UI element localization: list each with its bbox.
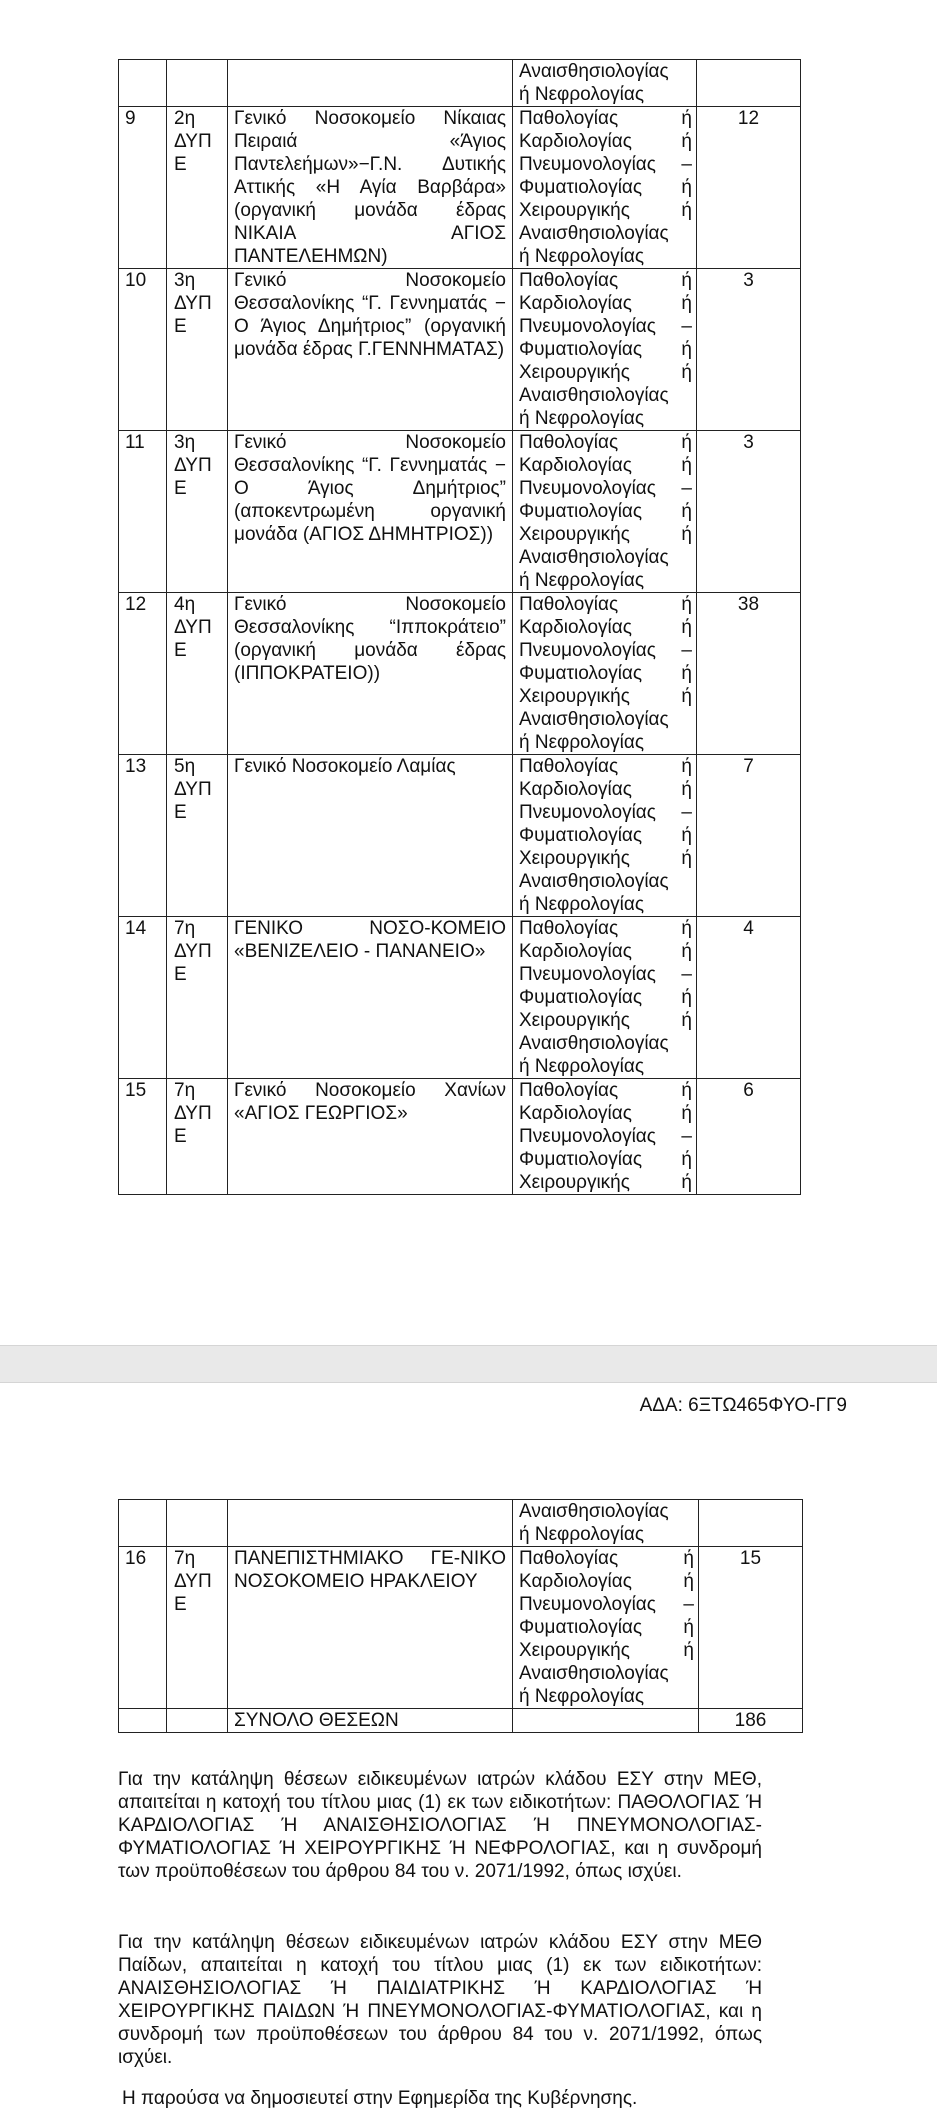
specialty-separator: ή (681, 686, 692, 707)
cell-empty (119, 1500, 167, 1547)
hospital-name: Γενικό Νοσοκομείο Λαμίας (228, 755, 513, 917)
specialty-name: Φυματιολογίας (519, 501, 643, 522)
row-number: 11 (119, 431, 167, 593)
specialty-separator: ή (681, 756, 692, 777)
specialties-cell (513, 1547, 699, 1709)
specialty-separator: – (681, 1126, 692, 1147)
positions-table-part-2 (118, 1499, 803, 1733)
row-number: 14 (119, 917, 167, 1079)
specialty-name: Φυματιολογίας (519, 987, 643, 1008)
table-row (119, 917, 801, 1079)
specialty-line (519, 731, 692, 754)
specialty-separator: ή (681, 432, 692, 453)
specialties-cell (513, 269, 697, 431)
specialty-line (519, 917, 692, 940)
specialty-line: Αναισθησιολογίας (519, 61, 669, 82)
positions-count: 6 (697, 1079, 801, 1195)
health-region-line: ΔΥΠ (174, 941, 212, 962)
health-region-line: 2η (174, 108, 196, 129)
health-region-line: 7η (174, 918, 196, 939)
specialty-line (519, 407, 692, 430)
table-row (119, 593, 801, 755)
specialty-separator: ή (681, 1010, 692, 1031)
total-row (119, 1709, 803, 1733)
specialty-separator: ή (681, 1080, 692, 1101)
specialty-line (519, 361, 692, 384)
specialty-line (519, 1685, 694, 1708)
specialty-name: Χειρουργικής (519, 1172, 630, 1193)
health-region-cell (167, 107, 228, 269)
specialty-line (519, 893, 692, 916)
specialties-cell (513, 431, 697, 593)
specialty-name: Καρδιολογίας (519, 1103, 632, 1124)
specialty-separator: ή (681, 455, 692, 476)
specialty-line (519, 685, 692, 708)
specialty-name: Χειρουργικής (519, 848, 630, 869)
cell-empty (119, 1709, 167, 1733)
specialty-separator: ή (681, 200, 692, 221)
table-row (119, 107, 801, 269)
specialty-name: Φυματιολογίας (519, 1617, 643, 1638)
specialty-name: Φυματιολογίας (519, 825, 643, 846)
specialty-separator: ή (681, 987, 692, 1008)
cell-empty (699, 1500, 803, 1547)
specialty-line (519, 755, 692, 778)
specialty-line (519, 639, 692, 662)
specialty-name: Παθολογίας (519, 1548, 619, 1569)
specialty-name: Φυματιολογίας (519, 663, 643, 684)
hospital-name: Γενικό Νοσοκομείο Χανίων «ΑΓΙΟΣ ΓΕΩΡΓΙΟΣ» (228, 1079, 513, 1195)
specialty-line (519, 708, 692, 731)
specialty-name: Φυματιολογίας (519, 339, 643, 360)
health-region-line: ΔΥΠ (174, 455, 212, 476)
specialty-line (519, 870, 692, 893)
specialty-line (519, 107, 692, 130)
specialty-name: Παθολογίας (519, 756, 619, 777)
specialty-separator: – (681, 478, 692, 499)
specialty-line (519, 1662, 694, 1685)
health-region-cell (167, 269, 228, 431)
specialty-line (519, 1547, 694, 1570)
specialty-name: ή Νεφρολογίας (519, 894, 645, 915)
specialty-line (519, 1570, 694, 1593)
specialty-separator: ή (681, 1149, 692, 1170)
health-region-line: Ε (174, 964, 187, 985)
specialty-separator: ή (681, 594, 692, 615)
specialty-line (519, 1125, 692, 1148)
specialty-name: Παθολογίας (519, 432, 619, 453)
hospital-name: ΓΕΝΙΚΟ ΝΟΣΟ-ΚΟΜΕΙΟ «ΒΕΝΙΖΕΛΕΙΟ - ΠΑΝΑΝΕΙΟ» (228, 917, 513, 1079)
hospital-name: Γενικό Νοσοκομείο Θεσσαλονίκης “Ιπποκράτειο” (οργανική μονάδα έδρας (ΙΠΠΟΚΡΑΤΕΙΟ)) (228, 593, 513, 755)
specialty-separator: – (681, 964, 692, 985)
row-number: 12 (119, 593, 167, 755)
health-region-cell (167, 431, 228, 593)
health-region-line: Ε (174, 1126, 187, 1147)
specialty-line (519, 1639, 694, 1662)
specialty-name: Φυματιολογίας (519, 1149, 643, 1170)
specialty-name: Καρδιολογίας (519, 131, 632, 152)
specialty-line (519, 546, 692, 569)
specialty-name: Αναισθησιολογίας (519, 871, 669, 892)
specialties-cell (513, 593, 697, 755)
specialty-name: Πνευμονολογίας (519, 154, 656, 175)
specialties-cell (513, 60, 697, 107)
hospital-name: Γενικό Νοσοκομείο Θεσσαλονίκης “Γ. Γεννηματάς − Ο Άγιος Δημήτριος” (οργανική μονάδα έδρας Γ.ΓΕΝΝΗΜΑΤΑΣ) (228, 269, 513, 431)
specialty-line (519, 940, 692, 963)
health-region-line: 7η (174, 1080, 196, 1101)
specialty-separator: ή (681, 524, 692, 545)
specialty-line (519, 616, 692, 639)
specialty-separator: ή (683, 1548, 694, 1569)
specialty-line (519, 222, 692, 245)
specialty-line (519, 1616, 694, 1639)
specialty-name: ή Νεφρολογίας (519, 1686, 645, 1707)
specialty-name: Καρδιολογίας (519, 941, 632, 962)
specialty-name: Χειρουργικής (519, 362, 630, 383)
specialty-line (519, 1102, 692, 1125)
specialty-line (519, 778, 692, 801)
specialty-name: Αναισθησιολογίας (519, 385, 669, 406)
specialty-line: Αναισθησιολογίας (519, 1501, 669, 1522)
specialty-separator: ή (681, 848, 692, 869)
specialty-name: ή Νεφρολογίας (519, 570, 645, 591)
table-row (119, 755, 801, 917)
specialty-separator: ή (681, 1103, 692, 1124)
specialty-separator: – (681, 154, 692, 175)
specialty-name: Αναισθησιολογίας (519, 223, 669, 244)
specialty-name: Παθολογίας (519, 918, 619, 939)
cell-empty (697, 60, 801, 107)
specialty-line (519, 847, 692, 870)
cell-empty (228, 1500, 513, 1547)
row-number: 13 (119, 755, 167, 917)
hospital-name: ΠΑΝΕΠΙΣΤΗΜΙΑΚΟ ΓΕ-ΝΙΚΟ ΝΟΣΟΚΟΜΕΙΟ ΗΡΑΚΛΕΙΟΥ (228, 1547, 513, 1709)
specialty-name: Πνευμονολογίας (519, 802, 656, 823)
health-region-line: ΔΥΠ (174, 779, 212, 800)
ada-code: ΑΔΑ: 6ΞΤΩ465ΦΥΟ-ΓΓ9 (639, 1395, 847, 1416)
specialty-name: Καρδιολογίας (519, 455, 632, 476)
specialty-line (519, 269, 692, 292)
specialties-cell (513, 1500, 699, 1547)
specialty-line (519, 1055, 692, 1078)
specialty-separator: – (683, 1594, 694, 1615)
specialty-name: Καρδιολογίας (519, 293, 632, 314)
specialty-line (519, 1593, 694, 1616)
specialty-separator: ή (681, 779, 692, 800)
cell-empty (228, 60, 513, 107)
specialty-separator: ή (681, 362, 692, 383)
specialty-name: Φυματιολογίας (519, 177, 643, 198)
specialty-name: Πνευμονολογίας (519, 1126, 656, 1147)
specialty-line (519, 523, 692, 546)
specialty-line (519, 569, 692, 592)
health-region-line: ΔΥΠ (174, 617, 212, 638)
total-label: ΣΥΝΟΛΟ ΘΕΣΕΩΝ (228, 1709, 513, 1733)
specialty-line (519, 454, 692, 477)
health-region-line: Ε (174, 316, 187, 337)
specialty-separator: ή (681, 339, 692, 360)
health-region-line: 4η (174, 594, 196, 615)
health-region-cell (167, 917, 228, 1079)
publication-note: Η παρούσα να δημοσιευτεί στην Εφημερίδα της Κυβέρνησης. (122, 2088, 638, 2109)
row-number: 9 (119, 107, 167, 269)
specialty-name: Πνευμονολογίας (519, 1594, 656, 1615)
positions-count: 7 (697, 755, 801, 917)
specialty-separator: – (681, 316, 692, 337)
positions-count: 12 (697, 107, 801, 269)
health-region-line: 3η (174, 432, 196, 453)
specialty-name: Πνευμονολογίας (519, 964, 656, 985)
requirements-paragraph-icu: Για την κατάληψη θέσεων ειδικευμένων ιατρών κλάδου ΕΣΥ στην ΜΕΘ, απαιτείται η κατοχή του τίτλου μιας (1) εκ των ειδικοτήτων: ΠΑΘΟΛΟΓΙΑΣ Ή ΚΑΡΔΙΟΛΟΓΙΑΣ Ή ΑΝΑΙΣΘΗΣΙΟΛΟΓΙΑΣ Ή ΠΝΕΥΜΟΝΟΛΟΓΙΑΣ-ΦΥΜΑΤΙΟΛΟΓΙΑΣ Ή ΧΕΙΡΟΥΡΓΙΚΗΣ Ή ΝΕΦΡΟΛΟΓΙΑΣ, και η συνδρομή των προϋποθέσεων του άρθρου 84 του ν. 2071/1992, όπως ισχύει. (118, 1769, 762, 1882)
positions-count: 38 (697, 593, 801, 755)
health-region-line: Ε (174, 154, 187, 175)
specialty-separator: ή (683, 1640, 694, 1661)
cell-empty (119, 60, 167, 107)
hospital-name: Γενικό Νοσοκομείο Θεσσαλονίκης “Γ. Γεννηματάς − Ο Άγιος Δημήτριος” (αποκεντρωμένη οργανική μονάδα (ΑΓΙΟΣ ΔΗΜΗΤΡΙΟΣ)) (228, 431, 513, 593)
specialty-name: Αναισθησιολογίας (519, 547, 669, 568)
table-row (119, 1079, 801, 1195)
specialty-name: Παθολογίας (519, 108, 619, 129)
specialty-name: ή Νεφρολογίας (519, 408, 645, 429)
specialty-separator: ή (681, 108, 692, 129)
specialty-line (519, 1171, 692, 1194)
specialty-name: Καρδιολογίας (519, 617, 632, 638)
health-region-cell (167, 593, 228, 755)
health-region-line: Ε (174, 1594, 187, 1615)
cell-empty (513, 1709, 699, 1733)
specialty-line (519, 431, 692, 454)
specialty-name: Παθολογίας (519, 270, 619, 291)
specialty-separator: ή (681, 270, 692, 291)
specialties-cell (513, 755, 697, 917)
health-region-line: ΔΥΠ (174, 1571, 212, 1592)
specialty-name: Χειρουργικής (519, 200, 630, 221)
health-region-line: ΔΥΠ (174, 293, 212, 314)
specialty-line (519, 338, 692, 361)
health-region-cell (167, 755, 228, 917)
specialty-line (519, 1032, 692, 1055)
specialty-line (519, 662, 692, 685)
health-region-cell (167, 1079, 228, 1195)
specialty-line (519, 292, 692, 315)
specialty-name: Χειρουργικής (519, 1010, 630, 1031)
specialty-separator: – (681, 640, 692, 661)
specialty-line (519, 477, 692, 500)
specialty-name: ή Νεφρολογίας (519, 1056, 645, 1077)
specialty-name: Αναισθησιολογίας (519, 1663, 669, 1684)
specialty-separator: ή (681, 501, 692, 522)
positions-count: 15 (699, 1547, 803, 1709)
specialties-cell (513, 1079, 697, 1195)
specialty-separator: ή (681, 1172, 692, 1193)
specialty-name: ή Νεφρολογίας (519, 732, 645, 753)
cell-empty (167, 1500, 228, 1547)
health-region-line: 3η (174, 270, 196, 291)
positions-count: 4 (697, 917, 801, 1079)
total-value: 186 (699, 1709, 803, 1733)
health-region-line: 5η (174, 756, 196, 777)
specialty-name: ή Νεφρολογίας (519, 246, 645, 267)
health-region-line: Ε (174, 802, 187, 823)
health-region-line: Ε (174, 640, 187, 661)
specialty-name: Παθολογίας (519, 1080, 619, 1101)
specialty-name: Παθολογίας (519, 594, 619, 615)
health-region-line: 7η (174, 1548, 196, 1569)
specialty-line (519, 315, 692, 338)
specialty-line (519, 986, 692, 1009)
cell-empty (167, 60, 228, 107)
specialty-name: Πνευμονολογίας (519, 316, 656, 337)
specialty-separator: ή (683, 1571, 694, 1592)
table-row (119, 1547, 803, 1709)
cell-empty (167, 1709, 228, 1733)
positions-table-part-1 (118, 59, 801, 1195)
specialty-name: Καρδιολογίας (519, 779, 632, 800)
specialty-line (519, 801, 692, 824)
specialties-cell (513, 107, 697, 269)
specialty-line (519, 593, 692, 616)
specialty-line (519, 500, 692, 523)
specialty-name: Αναισθησιολογίας (519, 1033, 669, 1054)
specialty-line (519, 130, 692, 153)
table-row (119, 269, 801, 431)
specialty-name: Χειρουργικής (519, 524, 630, 545)
specialty-name: Πνευμονολογίας (519, 640, 656, 661)
specialty-line (519, 176, 692, 199)
specialty-line (519, 153, 692, 176)
health-region-line: ΔΥΠ (174, 1103, 212, 1124)
specialty-line (519, 384, 692, 407)
row-number: 15 (119, 1079, 167, 1195)
specialty-line (519, 1148, 692, 1171)
specialty-separator: ή (681, 293, 692, 314)
specialty-line (519, 245, 692, 268)
health-region-line: Ε (174, 478, 187, 499)
specialty-separator: ή (681, 918, 692, 939)
specialty-line (519, 199, 692, 222)
specialty-line: ή Νεφρολογίας (519, 84, 645, 105)
specialty-separator: ή (681, 131, 692, 152)
specialties-cell (513, 917, 697, 1079)
row-number: 10 (119, 269, 167, 431)
specialty-name: Καρδιολογίας (519, 1571, 632, 1592)
page-separator (0, 1345, 937, 1383)
table-row-continuation (119, 60, 801, 107)
hospital-name: Γενικό Νοσοκομείο Νίκαιας Πειραιά «Άγιος Παντελεήμων»−Γ.Ν. Δυτικής Αττικής «Η Αγία Βαρβάρα» (οργανική μονάδα έδρας ΝΙΚΑΙΑ ΑΓΙΟΣ ΠΑΝΤΕΛΕΗΜΩΝ) (228, 107, 513, 269)
positions-count: 3 (697, 431, 801, 593)
positions-count: 3 (697, 269, 801, 431)
specialty-name: Αναισθησιολογίας (519, 709, 669, 730)
specialty-line (519, 824, 692, 847)
specialty-line (519, 1009, 692, 1032)
specialty-line (519, 1079, 692, 1102)
specialty-separator: ή (681, 825, 692, 846)
health-region-cell (167, 1547, 228, 1709)
table-row (119, 431, 801, 593)
table-row-continuation (119, 1500, 803, 1547)
health-region-line: ΔΥΠ (174, 131, 212, 152)
specialty-name: Πνευμονολογίας (519, 478, 656, 499)
requirements-paragraph-picu: Για την κατάληψη θέσεων ειδικευμένων ιατρών κλάδου ΕΣΥ στην ΜΕΘ Παίδων, απαιτείται η κατοχή του τίτλου μιας (1) εκ των ειδικοτήτων: ΑΝΑΙΣΘΗΣΙΟΛΟΓΙΑΣ Ή ΠΑΙΔΙΑΤΡΙΚΗΣ Ή ΚΑΡΔΙΟΛΟΓΙΑΣ Ή ΧΕΙΡΟΥΡΓΙΚΗΣ ΠΑΙΔΩΝ Ή ΠΝΕΥΜΟΝΟΛΟΓΙΑΣ-ΦΥΜΑΤΙΟΛΟΓΙΑΣ, και η συνδρομή των προϋποθέσεων του άρθρου 84 του ν. 2071/1992, όπως ισχύει. (118, 1932, 762, 2068)
specialty-line: ή Νεφρολογίας (519, 1524, 645, 1545)
specialty-separator: ή (681, 941, 692, 962)
specialty-separator: ή (681, 617, 692, 638)
specialty-line (519, 963, 692, 986)
specialty-name: Χειρουργικής (519, 1640, 630, 1661)
row-number: 16 (119, 1547, 167, 1709)
specialty-separator: ή (681, 663, 692, 684)
specialty-name: Χειρουργικής (519, 686, 630, 707)
specialty-separator: – (681, 802, 692, 823)
specialty-separator: ή (681, 177, 692, 198)
specialty-separator: ή (683, 1617, 694, 1638)
